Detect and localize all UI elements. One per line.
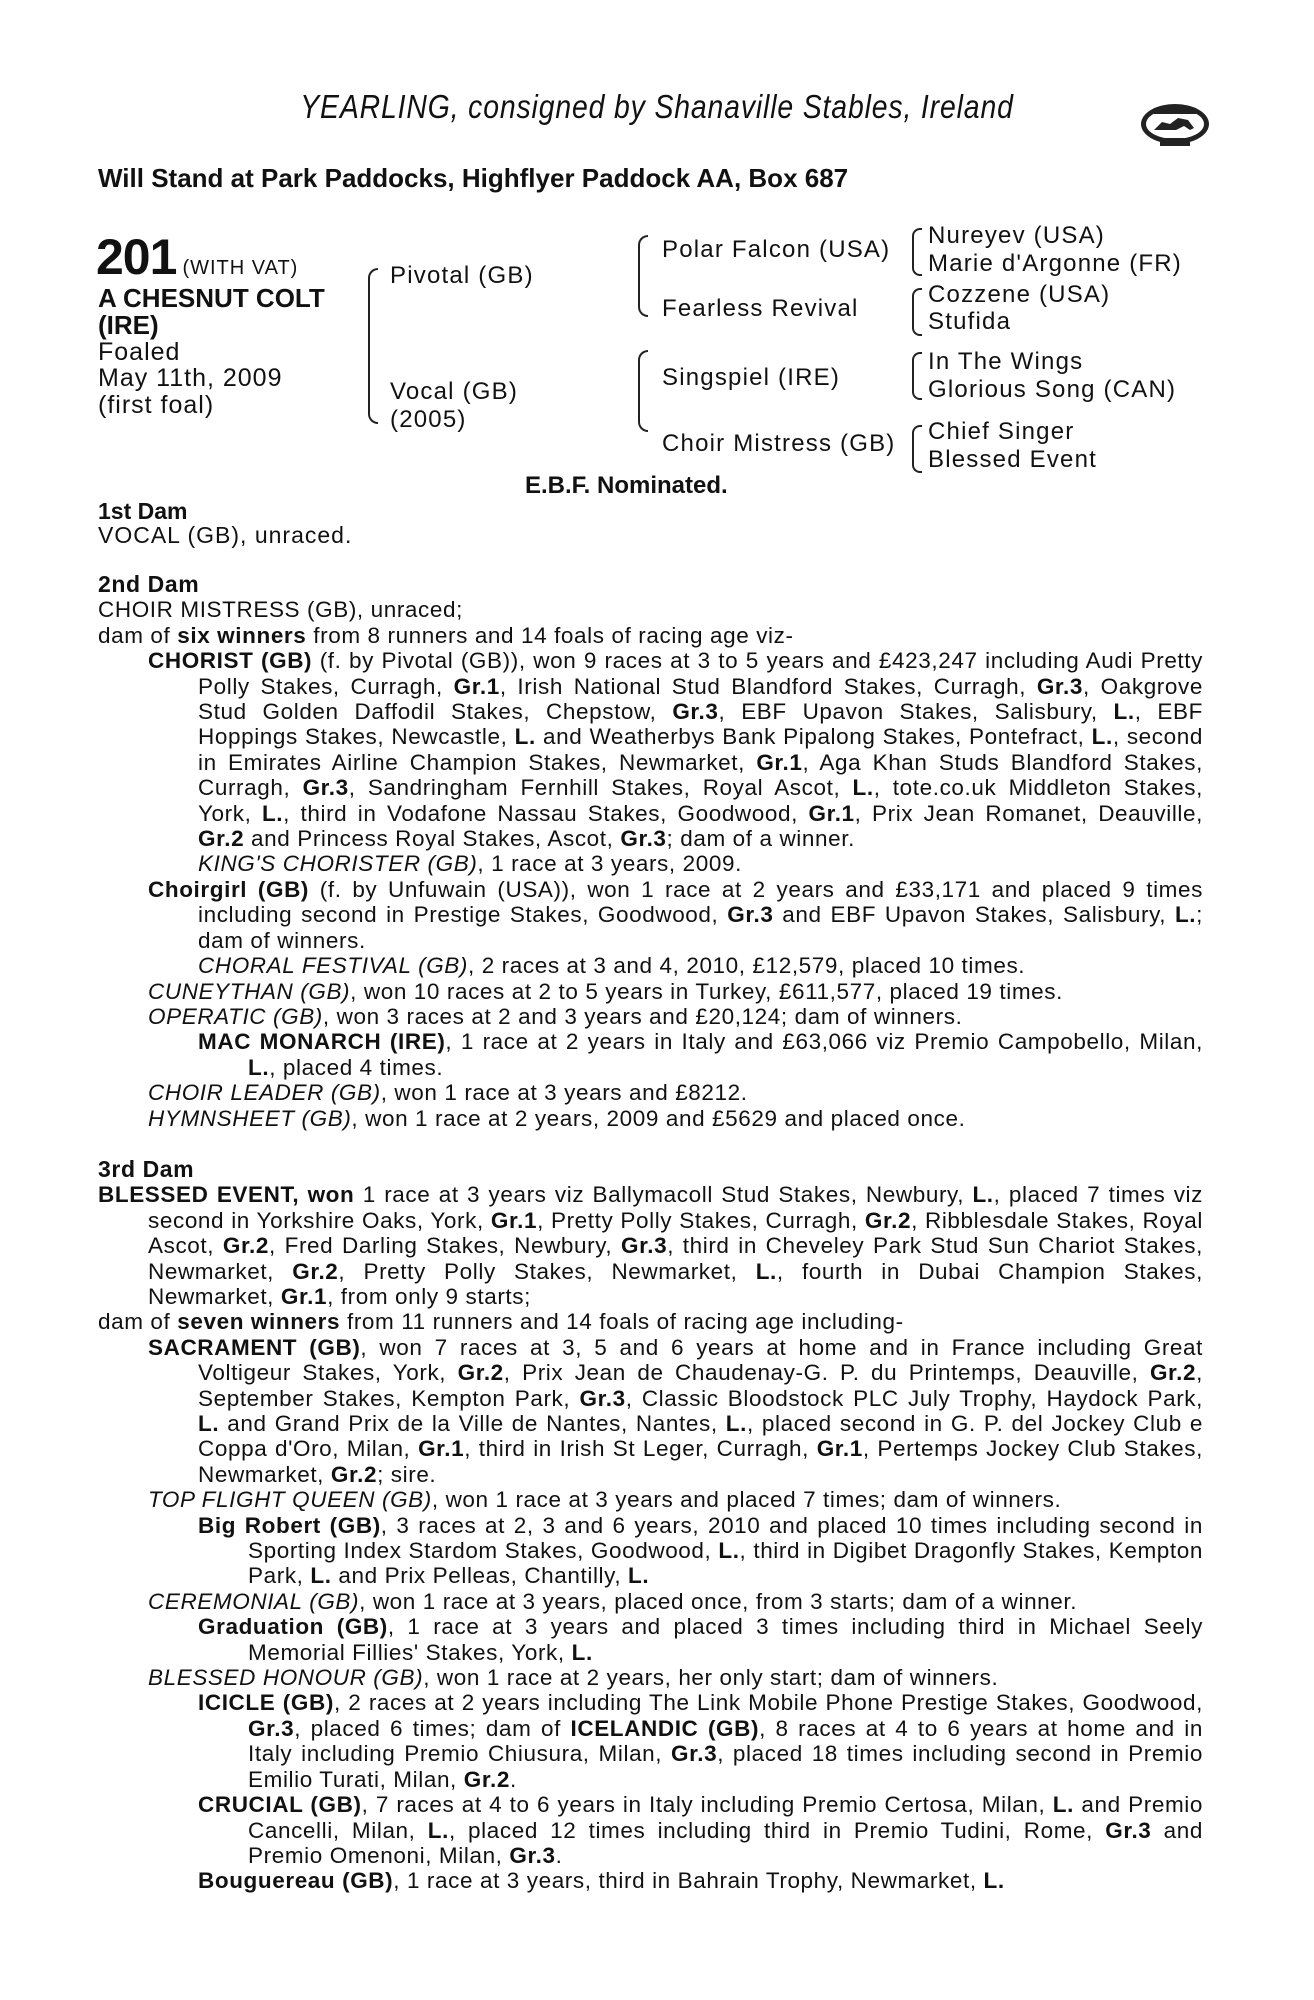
pedigree-sds: Cozzene (USA) (928, 281, 1111, 308)
lot-number: 201 (96, 229, 177, 285)
brace-sire-parents (638, 235, 648, 317)
third-dam-title: 3rd Dam (98, 1155, 195, 1182)
second-dam-title: 2nd Dam (98, 571, 200, 597)
pedigree-dss: In The Wings (928, 348, 1084, 375)
entry-icicle: ICICLE (GB), 2 races at 2 years including The Link Mobile Phone Prestige Stakes, Goodwood, Gr.3, placed 6 times; dam of ICELANDIC (GB), 8 races at 4 to 6 years at home and in Italy including Premio Chiusura, Milan, Gr.3, placed 18 times including second in Premio Emilio Turati, Milan, Gr.2. (198, 1690, 1204, 1792)
stand-location: Will Stand at Park Paddocks, Highflyer Paddock AA, Box 687 (98, 163, 849, 193)
catalogue-header: YEARLING, consigned by Shanaville Stables, Ireland (300, 88, 1014, 125)
entry-kings-chorister: KING'S CHORISTER (GB), 1 race at 3 years, 2009. (198, 851, 742, 877)
entry-choirgirl: Choirgirl (GB) (f. by Unfuwain (USA)), won 1 race at 2 years and £33,171 and placed 9 times including second in Prestige Stakes, Goodwood, Gr.3 and EBF Upavon Stakes, Salisbury, L.; dam of winners. (148, 876, 1204, 953)
entry-choral-festival: CHORAL FESTIVAL (GB), 2 races at 3 and 4, 2010, £12,579, placed 10 times. (198, 953, 1026, 979)
entry-blessed-event: BLESSED EVENT, won 1 race at 3 years viz Ballymacoll Stud Stakes, Newbury, L., placed 7 times viz second in Yorkshire Oaks, York, Gr.1, Pretty Polly Stakes, Curragh, Gr.2, Ribblesdale Stakes, Royal Ascot, Gr.2, Fred Darling Stakes, Newbury, Gr.3, third in Cheveley Park Stud Sun Chariot Stakes, Newmarket, Gr.2, Pretty Polly Stakes, Newmarket, L., fourth in Dubai Champion Stakes, Newmarket, Gr.1, from only 9 starts; (98, 1182, 1204, 1309)
brace-dam-parents (638, 350, 648, 432)
entry-crucial: CRUCIAL (GB), 7 races at 4 to 6 years in Italy including Premio Certosa, Milan, L. and Premio Cancelli, Milan, L., placed 12 times including third in Premio Tudini, Rome, Gr.3 and Premio Omenoni, Milan, Gr.3. (198, 1792, 1203, 1868)
entry-graduation: Graduation (GB), 1 race at 3 years and placed 3 times including third in Michael Seely Memorial Fillies' Stakes, York, L. (198, 1614, 1203, 1665)
entry-choir-leader: CHOIR LEADER (GB), won 1 race at 3 years and £8212. (148, 1080, 748, 1106)
entry-hymnsheet: HYMNSHEET (GB), won 1 race at 2 years, 2009 and £5629 and placed once. (148, 1105, 966, 1131)
entry-chorist: CHORIST (GB) (f. by Pivotal (GB)), won 9 races at 3 to 5 years and £423,247 including Audi Pretty Polly Stakes, Curragh, Gr.1, Irish National Stud Blandford Stakes, Curragh, Gr.3, Oakgrove Stud Golden Daffodil Stakes, Chepstow, Gr.3, EBF Upavon Stakes, Salisbury, L., EBF Hoppings Stakes, Newcastle, L. and Weatherbys Bank Pipalong Stakes, Pontefract, L., second in Emirates Airline Champion Stakes, Newmarket, Gr.1, Aga Khan Studs Blandford Stakes, Curragh, Gr.3, Sandringham Fernhill Stakes, Royal Ascot, L., tote.co.uk Middleton Stakes, York, L., third in Vodafone Nassau Stakes, Goodwood, Gr.1, Prix Jean Romanet, Deauville, Gr.2 and Princess Royal Stakes, Ascot, Gr.3; dam of a winner. (148, 648, 1203, 852)
lot-number-block (96, 228, 298, 286)
pedigree-dam-sire: Singspiel (IRE) (662, 364, 841, 391)
first-dam-text: VOCAL (GB), unraced. (98, 522, 353, 548)
foaled-label: Foaled (98, 338, 181, 366)
brace-dd (912, 425, 922, 473)
pedigree-ddd: Blessed Event (928, 446, 1098, 473)
pedigree-ssd: Marie d'Argonne (FR) (928, 250, 1182, 277)
entry-sacrament: SACRAMENT (GB), won 7 races at 3, 5 and 6 years at home and in France including Great Voltigeur Stakes, York, Gr.2, Prix Jean de Chaudenay-G. P. du Printemps, Deauville, Gr.2, September Stakes, Kempton Park, Gr.3, Classic Bloodstock PLC July Trophy, Haydock Park, L. and Grand Prix de la Ville de Nantes, Nantes, L., placed second in G. P. del Jockey Club e Coppa d'Oro, Milan, Gr.1, third in Irish St Leger, Curragh, Gr.1, Pertemps Jockey Club Stakes, Newmarket, Gr.2; sire. (148, 1334, 1204, 1487)
pedigree-dds: Chief Singer (928, 418, 1075, 445)
brace-ss (912, 228, 922, 276)
second-dam-line2: dam of six winners from 8 runners and 14 foals of racing age viz- (98, 622, 794, 648)
third-dam-summary: dam of seven winners from 11 runners and 14 foals of racing age including- (98, 1309, 904, 1335)
entry-bouguereau: Bouguereau (GB), 1 race at 3 years, third in Bahrain Trophy, Newmarket, L. (198, 1868, 1005, 1894)
entry-mac-monarch: MAC MONARCH (IRE), 1 race at 2 years in Italy and £63,066 viz Premio Campobello, Milan, L., placed 4 times. (198, 1029, 1203, 1080)
ebf-nominated: E.B.F. Nominated. (525, 472, 728, 499)
vat-note: (WITH VAT) (182, 257, 299, 279)
entry-big-robert: Big Robert (GB), 3 races at 2, 3 and 6 years, 2010 and placed 10 times including second in Sporting Index Stardom Stakes, Goodwood, L., third in Digibet Dragonfly Stakes, Kempton Park, L. and Prix Pelleas, Chantilly, L. (198, 1512, 1203, 1589)
pedigree-sss: Nureyev (USA) (928, 222, 1105, 249)
pedigree-dam-dam: Choir Mistress (GB) (662, 430, 896, 457)
second-dam-line1: CHOIR MISTRESS (GB), unraced; (98, 597, 463, 623)
horse-logo-icon (1140, 100, 1210, 152)
dam-history (98, 572, 1203, 1894)
pedigree-dsd: Glorious Song (CAN) (928, 376, 1177, 403)
pedigree-dam-year: (2005) (390, 406, 467, 433)
foaled-date: May 11th, 2009 (98, 364, 283, 392)
lot-description: A CHESNUT COLT (98, 283, 325, 313)
lot-description-country: (IRE) (98, 310, 159, 340)
yearling-bonus-logo (1140, 100, 1210, 157)
entry-ceremonial: CEREMONIAL (GB), won 1 race at 3 years, placed once, from 3 starts; dam of a winner. (148, 1588, 1078, 1614)
brace-sd (912, 288, 922, 336)
pedigree-sdd: Stufida (928, 308, 1012, 335)
brace-sire-dam (368, 268, 378, 424)
pedigree-sire-dam: Fearless Revival (662, 295, 859, 322)
entry-blessed-honour: BLESSED HONOUR (GB), won 1 race at 2 years, her only start; dam of winners. (148, 1665, 999, 1691)
first-foal-note: (first foal) (98, 391, 215, 419)
first-dam-title: 1st Dam (98, 498, 188, 524)
entry-operatic: OPERATIC (GB), won 3 races at 2 and 3 years and £20,124; dam of winners. (148, 1003, 963, 1029)
pedigree-dam: Vocal (GB) (390, 378, 519, 405)
entry-top-flight-queen: TOP FLIGHT QUEEN (GB), won 1 race at 3 years and placed 7 times; dam of winners. (148, 1487, 1062, 1513)
brace-ds (912, 352, 922, 400)
pedigree-sire-sire: Polar Falcon (USA) (662, 236, 891, 263)
pedigree-sire: Pivotal (GB) (390, 262, 534, 289)
entry-cuneythan: CUNEYTHAN (GB), won 10 races at 2 to 5 years in Turkey, £611,577, placed 19 times. (148, 978, 1064, 1004)
